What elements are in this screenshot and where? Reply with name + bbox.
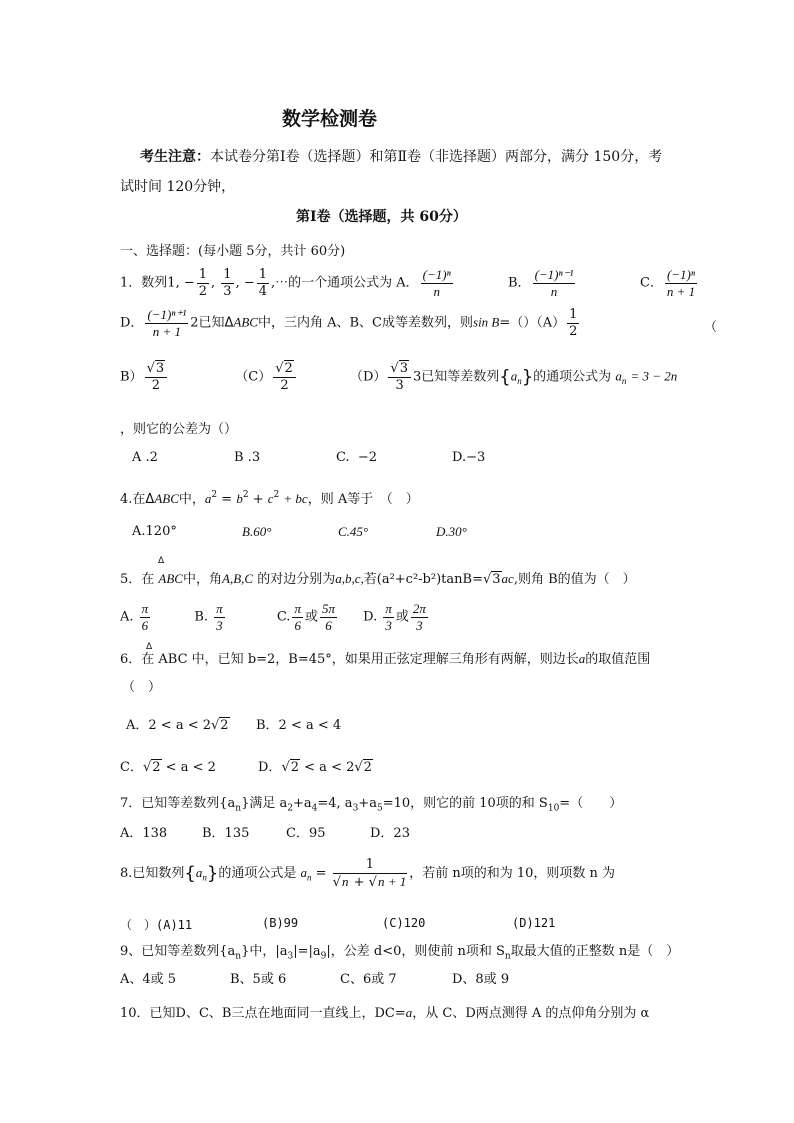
q8-option-a: （ ）(A)11 bbox=[120, 918, 193, 932]
q4-option-a: A.120° bbox=[132, 524, 177, 539]
question-10: 10．已知D、C、B三点在地面同一直线上，DC=a，从 C、D两点测得 A 的点仰角分别为 α bbox=[120, 1005, 650, 1021]
q8-option-b: (B)99 bbox=[262, 916, 299, 930]
q5-options: A. $\frac{\pi}{6}$ B. $\frac{\pi}{3}$ C. $\frac{\pi}{6}$ 或 $\frac{5\pi}{6}$ D. $\frac{\pi}{3}$ 或 $\frac{2\pi}{3}$ bbox=[120, 601, 426, 633]
part-heading: 一、选择题：(每小题 5分，共计 60分) bbox=[120, 244, 346, 259]
q3-option-d: D.−3 bbox=[452, 450, 486, 465]
q1-option-b: B． $\frac{\text{(−1)ⁿ⁻¹}}{n}$ bbox=[508, 267, 574, 299]
q1-option-c: C． $\frac{\text{(−1)ⁿ}}{n + 1}$ bbox=[640, 267, 696, 299]
q3-option-b: B .3 bbox=[234, 450, 261, 465]
q3-line-2: ，则它的公差为（） bbox=[120, 422, 238, 437]
q1-option-d-and-question-2: D． $\frac{\text{(−1)ⁿ⁺¹}}{n + 1}$ 2已知ΔABC中，三内角 A、B、C成等差数列，则sin B=（）（A） $\frac{1}{2}$ bbox=[120, 307, 578, 339]
q1-option-a: $\frac{\text{(−1)ⁿ}}{n}$ bbox=[422, 267, 451, 299]
page-title: 数学检测卷 bbox=[282, 108, 378, 130]
q7-option-b: B．135 bbox=[202, 826, 250, 841]
q6-option-a: A．2 < a < 2√2 bbox=[126, 718, 229, 733]
question-8: 8.已知数列$\{a_n\}$的通项公式是 $a_n$ = $\frac{1}{√n + √n + 1}$ ，若前 n项的和为 10，则项数 n 为 bbox=[120, 857, 616, 890]
q2-paren: （ bbox=[704, 320, 718, 335]
q6-option-d: D．√2 < a < 2√2 bbox=[258, 760, 372, 775]
question-1: 1．数列1, − $\frac{1}{2}$ , $\frac{1}{3}$ , − $\frac{1}{4}$ ,⋯的一个通项公式为 A． $\frac{\text{(−1)ⁿ}}{n}$ bbox=[120, 267, 451, 299]
q9-option-b: B、5或 6 bbox=[230, 972, 287, 987]
notice-label: 考生注意： bbox=[140, 149, 210, 165]
q3-option-c: C. −2 bbox=[336, 450, 378, 465]
q2-options: B） $\frac{√3}{2}$ （C） $\frac{√2}{2}$ （D） $\frac{√3}{3}$ 3已知等差数列$\{a_n\}$的通项公式为 $a_n = 3 - 2n$ bbox=[120, 361, 678, 393]
q3-option-a: A .2 bbox=[132, 450, 158, 465]
q5-triangle-mark: Δ bbox=[158, 556, 165, 566]
q9-option-d: D、8或 9 bbox=[452, 972, 510, 987]
question-4: 4.在ΔABC中，$a^2 = b^2 + c^2$ + bc，则 A等于 （ ） bbox=[120, 490, 419, 507]
q7-option-d: D．23 bbox=[370, 826, 410, 841]
question-6: 6．在 ABC 中，已知 b=2，B=45°，如果用正弦定理解三角形有两解，则边长a的取值范围 bbox=[120, 651, 651, 667]
q7-option-c: C．95 bbox=[286, 826, 326, 841]
q6-paren: （ ） bbox=[122, 680, 162, 695]
q8-option-c: (C)120 bbox=[382, 916, 426, 930]
section-title: 第Ⅰ卷（选择题，共 60分） bbox=[296, 209, 467, 225]
question-7: 7．已知等差数列$\{a_n\}$满足 $a_2+a_4=4$, $a_3+a_5=10$，则它的前 10项的和 $S_{10}=$（ ） bbox=[120, 796, 623, 814]
q6-option-b: B．2 < a < 4 bbox=[256, 718, 342, 733]
q9-option-c: C、6或 7 bbox=[340, 972, 397, 987]
q6-triangle-mark: Δ bbox=[146, 642, 153, 652]
q4-option-d: D.30° bbox=[436, 524, 467, 539]
q7-option-a: A．138 bbox=[120, 826, 168, 841]
q8-option-d: (D)121 bbox=[512, 916, 556, 930]
q6-option-c: C．√2 < a < 2 bbox=[120, 760, 216, 775]
question-5: 5．在 ABC中，角A,B,C 的对边分别为a,b,c,若(a²+c²-b²)tanB=√3ac,则角 B的值为（ ） bbox=[120, 571, 636, 587]
question-9: 9、已知等差数列$\{a_n\}$中，$|a_3|=|a_9|$，公差 d<0，则使前 n项和 $S_n$取最大值的正整数 n是（ ） bbox=[120, 944, 680, 962]
notice-line-2: 试时间 120分钟， bbox=[120, 179, 236, 195]
q4-option-c: C.45° bbox=[338, 524, 369, 539]
notice-line-1: 考生注意：本试卷分第Ⅰ卷（选择题）和第Ⅱ卷（非选择题）两部分，满分 150分，考 bbox=[140, 149, 663, 165]
q9-option-a: A、4或 5 bbox=[120, 972, 177, 987]
q4-option-b: B.60° bbox=[242, 524, 272, 539]
